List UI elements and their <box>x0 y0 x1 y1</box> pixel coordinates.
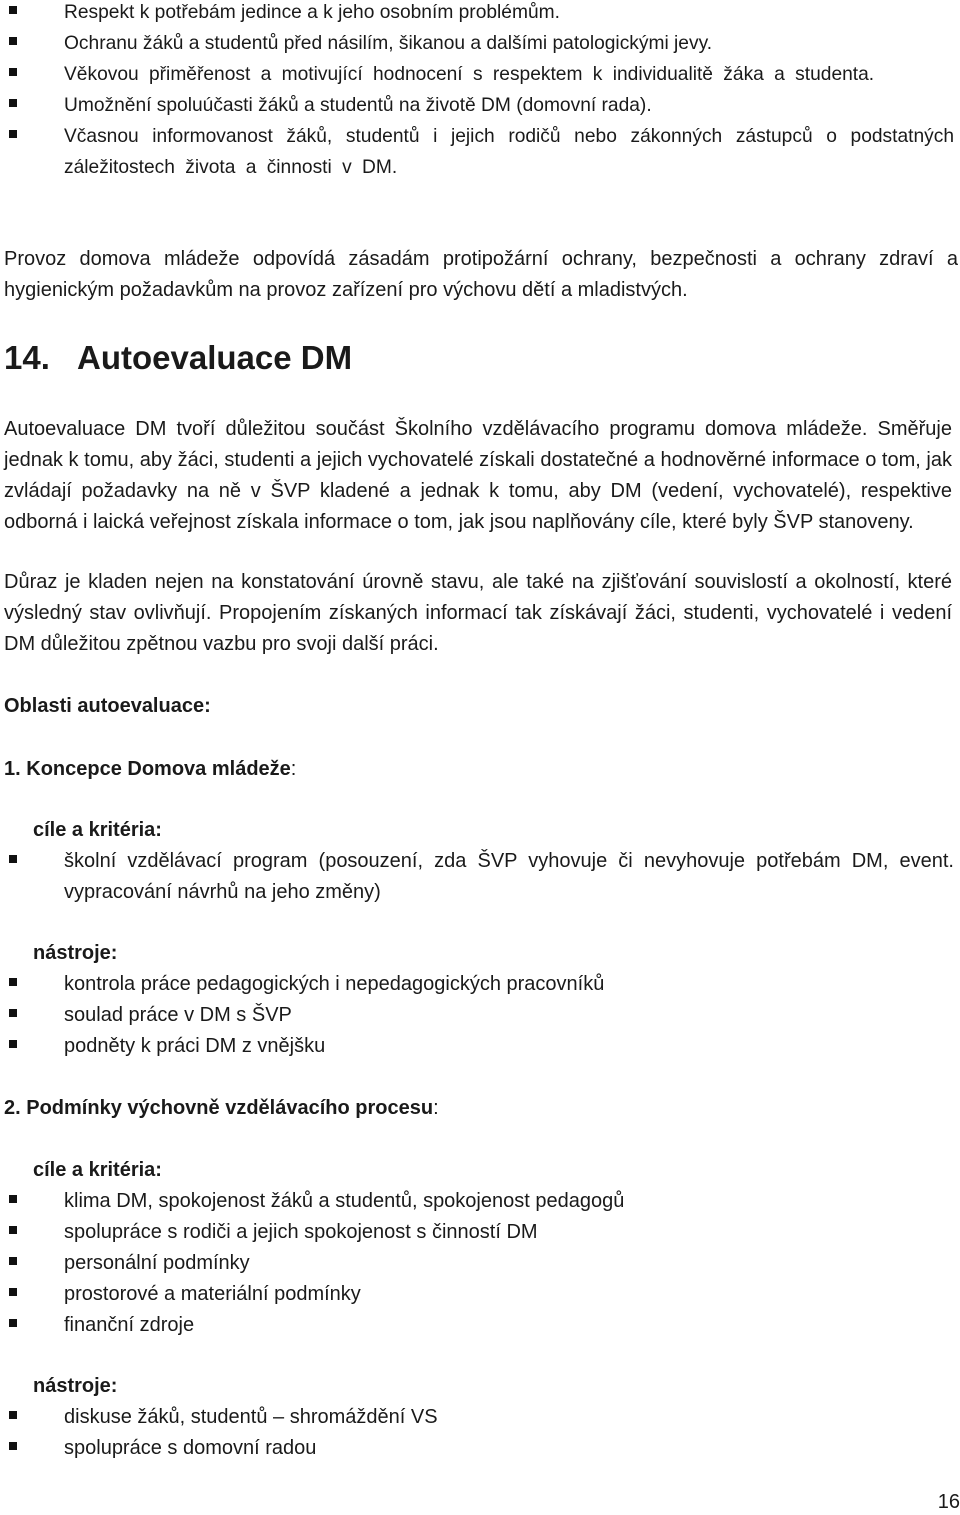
square-bullet-icon <box>9 1009 17 1017</box>
section-heading <box>4 339 352 377</box>
square-bullet-icon <box>9 130 17 138</box>
area-2-suffix: : <box>433 1097 439 1119</box>
oblasti-heading: Oblasti autoevaluace: <box>4 695 211 717</box>
area-2-number: 2. <box>4 1097 21 1119</box>
list-item-text: spolupráce s rodiči a jejich spokojenost s činností DM <box>64 1221 538 1243</box>
square-bullet-icon <box>9 1226 17 1234</box>
list-item <box>4 1310 954 1341</box>
area-2-tools-list <box>4 1402 954 1464</box>
list-item-text: Ochranu žáků a studentů před násilím, šikanou a dalšími patologickými jevy. <box>64 33 713 54</box>
list-item <box>4 969 954 1000</box>
square-bullet-icon <box>9 1195 17 1203</box>
area-1-title: Koncepce Domova mládeže <box>26 758 291 780</box>
list-item <box>4 1402 954 1433</box>
list-item-text: finanční zdroje <box>64 1314 195 1336</box>
rights-bullet-list <box>4 0 954 183</box>
autoevaluace-paragraph-1: Autoevaluace DM tvoří důležitou součást Školního vzdělávacího programu domova mládeže. Směřuje jednak k tomu, aby žáci, studenti a jejich vychovatelé získali dostatečné a hodnověrné informace o tom, jak zvládají požadavky na ně v ŠVP kladené a jednak k tomu, aby DM (vedení, vychovatelé), respektive odborná i laická veřejnost získala informace o tom, jak jsou naplňovány cíle, které byly ŠVP stanoveny. <box>4 418 952 533</box>
area-2-tools-label: nástroje: <box>33 1375 118 1397</box>
square-bullet-icon <box>9 6 17 14</box>
list-item-text: diskuse žáků, studentů – shromáždění VS <box>64 1406 438 1428</box>
list-item-text: soulad práce v DM s ŠVP <box>64 1004 292 1026</box>
square-bullet-icon <box>9 37 17 45</box>
list-item <box>4 1217 954 1248</box>
list-item <box>4 1248 954 1279</box>
area-1-suffix: : <box>290 758 297 780</box>
list-item-text: spolupráce s domovní radou <box>64 1437 317 1459</box>
list-item-text: Včasnou informovanost žáků, studentů i jejich rodičů nebo zákonných zástupců o podstatných záležitostech života a činnosti v DM. <box>64 126 954 178</box>
list-item-text: personální podmínky <box>64 1252 250 1274</box>
square-bullet-icon <box>9 1442 17 1450</box>
area-2-criteria-label: cíle a kritéria: <box>33 1159 162 1181</box>
square-bullet-icon <box>9 978 17 986</box>
area-1-criteria-label: cíle a kritéria: <box>33 819 162 841</box>
list-item <box>4 121 954 183</box>
square-bullet-icon <box>9 1040 17 1048</box>
list-item <box>4 28 954 59</box>
list-item-text: podněty k práci DM z vnějšku <box>64 1035 326 1057</box>
area-1-heading <box>4 754 296 785</box>
provoz-paragraph: Provoz domova mládeže odpovídá zásadám protipožární ochrany, bezpečnosti a ochrany zdraví a hygienickým požadavkům na provoz zařízení pro výchovu dětí a mladistvých. <box>4 248 958 301</box>
list-item <box>4 59 954 90</box>
square-bullet-icon <box>9 68 17 76</box>
square-bullet-icon <box>9 1319 17 1327</box>
list-item <box>4 1000 954 1031</box>
area-1-tools-label: nástroje: <box>33 942 118 964</box>
list-item <box>4 0 954 28</box>
list-item-text: prostorové a materiální podmínky <box>64 1283 361 1305</box>
area-2-heading <box>4 1093 439 1124</box>
list-item-text: kontrola práce pedagogických i nepedagogických pracovníků <box>64 973 605 995</box>
list-item-text: Věkovou přiměřenost a motivující hodnocení s respektem k individualitě žáka a studenta. <box>64 64 875 85</box>
list-item <box>4 1279 954 1310</box>
area-1-number: 1. <box>4 758 21 780</box>
section-number: 14. <box>4 339 50 376</box>
area-2-title: Podmínky výchovně vzdělávacího procesu <box>26 1097 434 1119</box>
list-item-text: školní vzdělávací program (posouzení, zda ŠVP vyhovuje či nevyhovuje potřebám DM, event. vypracování návrhů na jeho změny) <box>64 850 954 903</box>
list-item <box>4 1031 954 1062</box>
list-item <box>4 1186 954 1217</box>
square-bullet-icon <box>9 855 17 863</box>
list-item-text: klima DM, spokojenost žáků a studentů, spokojenost pedagogů <box>64 1190 625 1212</box>
page-number: 16 <box>937 1491 960 1513</box>
autoevaluace-paragraph-2: Důraz je kladen nejen na konstatování úrovně stavu, ale také na zjišťování souvislostí a okolností, které výsledný stav ovlivňují. Propojením získaných informací tak získávají žáci, studenti, vychovatelé i vedení DM důležitou zpětnou vazbu pro svoji další práci. <box>4 571 952 655</box>
list-item <box>4 846 954 908</box>
list-item <box>4 1433 954 1464</box>
square-bullet-icon <box>9 1257 17 1265</box>
list-item-text: Respekt k potřebám jedince a k jeho osobním problémům. <box>64 2 560 23</box>
area-2-criteria-list <box>4 1186 954 1341</box>
square-bullet-icon <box>9 1288 17 1296</box>
area-1-criteria-list <box>4 846 954 908</box>
square-bullet-icon <box>9 99 17 107</box>
list-item <box>4 90 954 121</box>
list-item-text: Umožnění spoluúčasti žáků a studentů na životě DM (domovní rada). <box>64 95 652 116</box>
section-title: Autoevaluace DM <box>77 339 353 376</box>
area-1-tools-list <box>4 969 954 1062</box>
square-bullet-icon <box>9 1411 17 1419</box>
